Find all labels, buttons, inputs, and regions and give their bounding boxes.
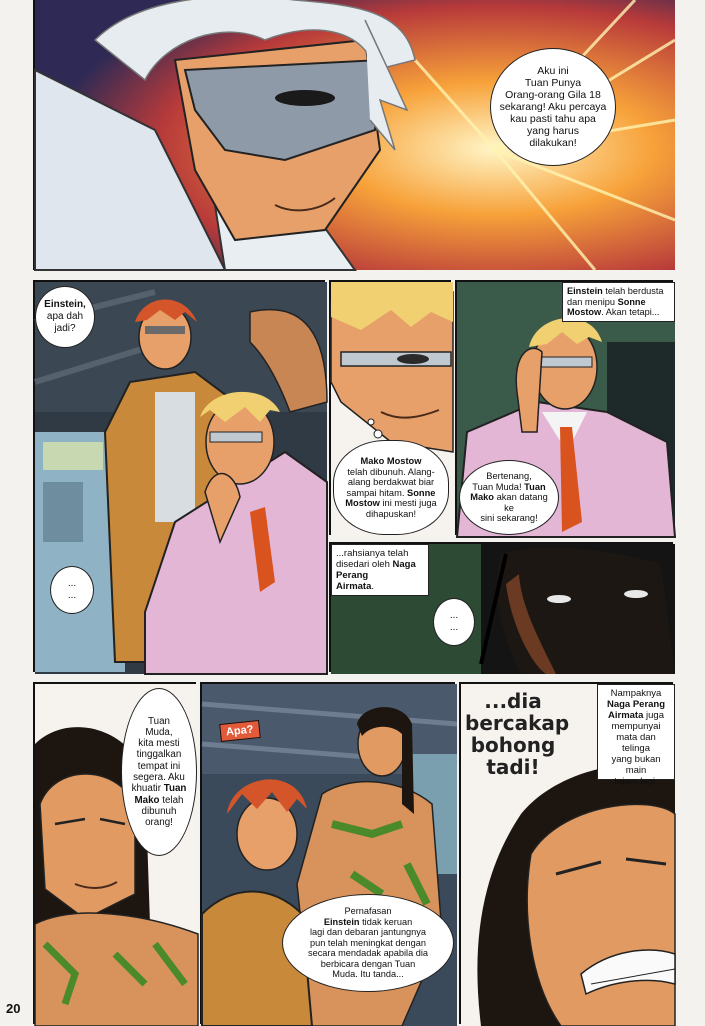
speech-bubble-4 [459, 460, 559, 535]
speech-bubble-2b [50, 566, 94, 614]
caption-box-5 [331, 544, 429, 596]
caption-box-5-text: ...rahsianya telah disedari oleh Naga Perang Airmata. [336, 548, 416, 592]
speech-bubble-1 [490, 48, 616, 166]
thought-bubble-3 [333, 440, 449, 535]
panel-6 [6, 682, 196, 1024]
speech-bubble-2b-text: ... ... [67, 578, 77, 601]
speech-bubble-2a [35, 286, 95, 348]
caption-box-4-text: Einstein telah berdusta dan menipu Sonne Mostow. Akan tetapi... [567, 286, 664, 317]
speech-bubble-4-text: Bertenang, Tuan Muda! Tuan Mako akan datang ke sini sekarang! [470, 471, 548, 524]
caption-box-8 [597, 684, 675, 787]
sfx-apa: Apa? [219, 720, 260, 742]
speech-bubble-7-text: Pernafasan Einstein tidak keruan lagi dan debaran jantungnya pun telah meningkat dengan secara mendadak apabila dia berbicara dengan Tuan Muda. Itu tanda... [307, 906, 429, 980]
thought-bubble-3-text: Mako Mostow telah dibunuh. Alang- alang berdakwat biar sampai hitam. Sonne Mostow ini mesti juga dihapuskan! [345, 456, 437, 519]
page-number: 20 [6, 1001, 21, 1016]
caption-box-8-text: Nampaknya Naga Perang Airmata juga mempunyai mata dan telinga yang bukan main tajam lagi. [606, 688, 666, 787]
panel-1 [33, 0, 673, 270]
panel-2 [33, 280, 325, 672]
speech-bubble-5-text: ... ... [449, 610, 459, 633]
panel-4 [455, 280, 673, 535]
shout-line-3: bohong [470, 733, 556, 757]
shout-text [465, 689, 570, 779]
speech-bubble-7 [282, 894, 454, 992]
speech-bubble-2a-text: Einstein, apa dah jadi? [44, 299, 86, 334]
speech-bubble-1-text: Aku ini Tuan Punya Orang-orang Gila 18 sekarang! Aku percaya kau pasti tahu apa yang harus dilakukan! [499, 65, 607, 149]
speech-bubble-6-text: Tuan Muda, kita mesti tinggalkan tempat ini segera. Aku khuatir Tuan Mako telah dibunuh orang! [131, 715, 187, 829]
speech-bubble-6 [121, 688, 197, 856]
caption-box-4 [562, 282, 675, 322]
panel-8 [459, 682, 673, 1024]
speech-bubble-5 [433, 598, 475, 646]
panel-3 [329, 280, 451, 535]
panel-5 [329, 542, 673, 672]
panel-7 [200, 682, 455, 1024]
shout-line-4: tadi! [486, 755, 540, 779]
shout-line-2: bercakap [465, 711, 570, 735]
shout-line-1: ...dia [484, 689, 542, 713]
